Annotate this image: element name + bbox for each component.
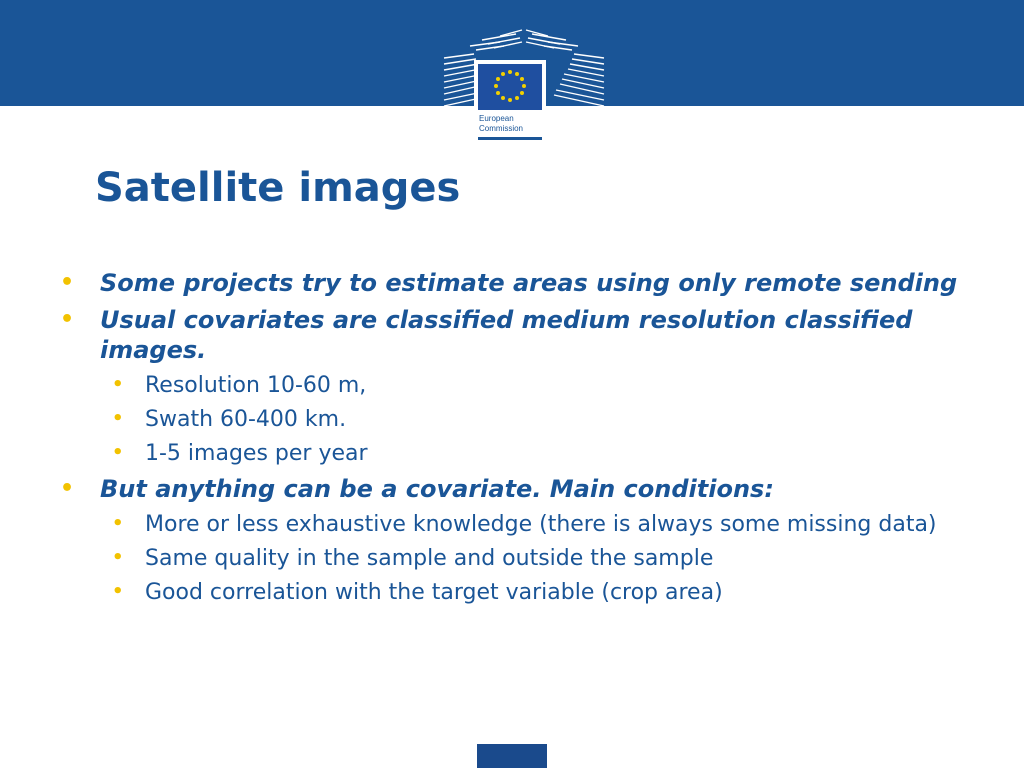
sub-bullet-text: 1-5 images per year xyxy=(145,441,368,466)
bullet-icon: • xyxy=(112,408,124,429)
bullet-item xyxy=(60,474,960,504)
sub-bullet-item xyxy=(60,545,960,573)
logo-line1: European xyxy=(479,114,514,123)
bullet-icon: • xyxy=(112,442,124,463)
bullet-icon: • xyxy=(60,476,75,501)
slide-body xyxy=(60,268,960,613)
sub-bullet-item xyxy=(60,440,960,468)
bullet-icon: • xyxy=(112,547,124,568)
logo-line2: Commission xyxy=(479,124,524,133)
sub-bullet-text: Swath 60-400 km. xyxy=(145,407,347,432)
slide-title: Satellite images xyxy=(95,165,461,211)
bullet-text: Usual covariates are classified medium resolution classified images. xyxy=(100,306,913,364)
bullet-icon: • xyxy=(112,581,124,602)
sub-bullet-item xyxy=(60,579,960,607)
bullet-text: Some projects try to estimate areas using only remote sending xyxy=(100,269,958,297)
sub-bullet-text: Same quality in the sample and outside the sample xyxy=(145,546,714,571)
bullet-icon: • xyxy=(60,307,75,332)
sub-bullet-text: Resolution 10-60 m, xyxy=(145,373,367,398)
sub-bullet-text: Good correlation with the target variable (crop area) xyxy=(145,580,723,605)
sub-bullet-text: More or less exhaustive knowledge (there is always some missing data) xyxy=(145,512,937,537)
bullet-text: But anything can be a covariate. Main conditions: xyxy=(100,475,774,503)
sub-bullet-item xyxy=(60,372,960,400)
bullet-item xyxy=(60,268,960,298)
sub-bullet-item xyxy=(60,406,960,434)
bullet-icon: • xyxy=(60,270,75,295)
footer-flag-tab xyxy=(477,744,547,768)
sub-bullet-item xyxy=(60,511,960,539)
european-commission-logo xyxy=(440,28,608,144)
bullet-icon: • xyxy=(112,374,124,395)
bullet-item xyxy=(60,305,960,365)
bullet-icon: • xyxy=(112,513,124,534)
